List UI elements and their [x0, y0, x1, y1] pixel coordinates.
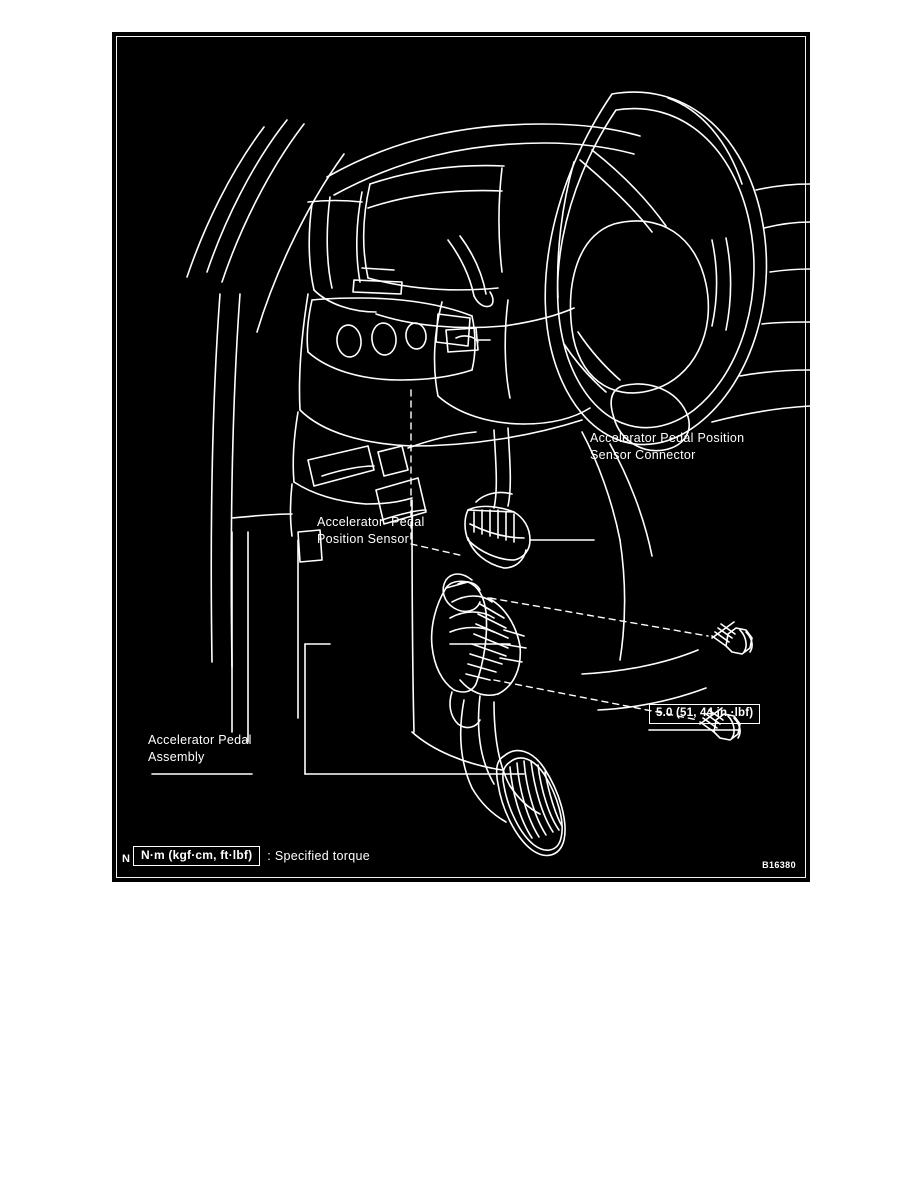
- legend-units-box: N·m (kgf·cm, ft·lbf): [133, 846, 260, 866]
- callout-position-sensor-line1: Accelerator Pedal: [317, 515, 425, 529]
- torque-spec-callout: 5.0 (51, 44 in.·lbf): [649, 704, 760, 724]
- callout-pedal-assembly-line1: Accelerator Pedal: [148, 733, 252, 747]
- legend-marker-n: N: [122, 853, 130, 865]
- pedal-position-sensor-connector: [465, 428, 530, 568]
- steering-column-stalk: [435, 236, 590, 424]
- callout-pedal-assembly: [148, 732, 252, 766]
- callout-sensor-connector-line1: Accelerator Pedal Position: [590, 431, 745, 445]
- legend-description: : Specified torque: [267, 849, 370, 863]
- dash-right-lines: [712, 184, 810, 422]
- callout-position-sensor-line2: Position Sensor: [317, 532, 410, 546]
- center-control-panel: [307, 268, 475, 380]
- floor-lines: [298, 432, 706, 770]
- pedal-arm-and-pad: [461, 696, 565, 855]
- figure-code: B16380: [762, 860, 796, 870]
- torque-legend: [122, 846, 370, 866]
- lower-dash-knee-bolster: [232, 412, 476, 742]
- a-pillar-lines: [187, 120, 344, 667]
- callout-sensor-connector-line2: Sensor Connector: [590, 448, 696, 462]
- callout-sensor-connector: [590, 430, 744, 464]
- steering-wheel: [545, 92, 766, 451]
- callout-position-sensor: [317, 514, 425, 548]
- callout-pedal-assembly-line2: Assembly: [148, 750, 205, 764]
- illustration-panel: [112, 32, 810, 882]
- mounting-bolt-upper: [712, 622, 752, 654]
